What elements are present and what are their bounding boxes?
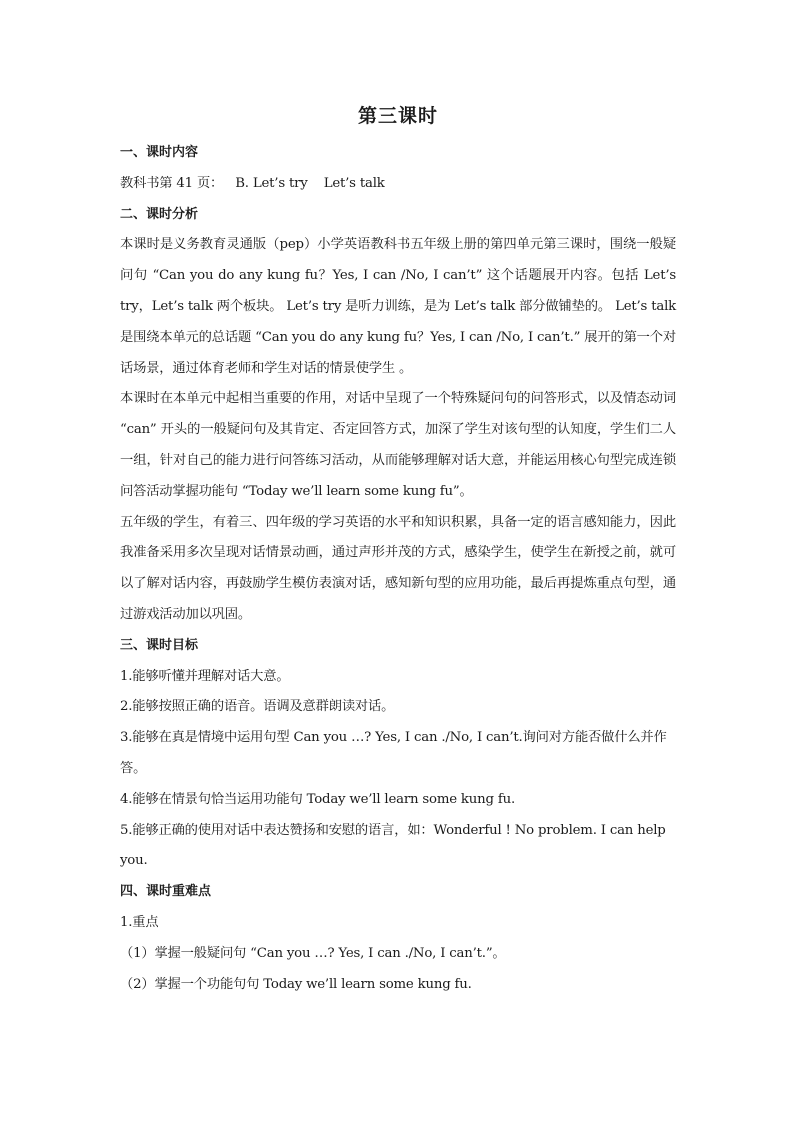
section-content-text: 教科书第 41 页： B. Let’s try Let’s talk xyxy=(120,175,385,191)
document-content xyxy=(120,96,676,1000)
section-heading-objectives: 三、课时目标 xyxy=(120,637,199,653)
section-heading-analysis: 二、课时分析 xyxy=(120,206,199,222)
page-title: 第三课时 xyxy=(357,105,438,127)
analysis-paragraph-3: 五年级的学生，有着三、四年级的学习英语的水平和知识积累，具备一定的语言感知能力，因此我准备采用多次呈现对话情景动画，通过声形并茂的方式，感染学生，使学生在新授之前，就可以了解对话内容，再鼓励学生模仿表演对话，感知新句型的应用功能，最后再提炼重点句型，通过游戏活动加以巩固。 xyxy=(120,514,676,622)
objective-item-5: 5.能够正确的使用对话中表达赞扬和安慰的语言，如：Wonderful ! No problem. I can help you. xyxy=(120,822,666,869)
section-heading-content: 一、课时内容 xyxy=(120,145,199,160)
key-point-item-1: （1）掌握一般疑问句 “Can you …? Yes, I can ./No, I can’t.”。 xyxy=(120,945,506,961)
objective-item-2: 2.能够按照正确的语音。语调及意群朗读对话。 xyxy=(120,699,395,715)
objective-item-4: 4.能够在情景句恰当运用功能句 Today we’ll learn some kung fu. xyxy=(120,791,515,807)
objective-item-1: 1.能够听懂并理解对话大意。 xyxy=(120,668,290,684)
section-heading-key-points: 四、课时重难点 xyxy=(120,884,212,900)
objective-item-3: 3.能够在真是情境中运用句型 Can you …? Yes, I can ./No, I can’t.询问对方能否做什么并作答。 xyxy=(120,730,667,776)
key-points-subheading: 1.重点 xyxy=(120,914,159,930)
analysis-paragraph-1: 本课时是义务教育灵通版（pep）小学英语教科书五年级上册的第四单元第三课时，围绕一般疑问句 “Can you do any kung fu？Yes, I can /No, I can’t” 这个话题展开内容。包括 Let’s try，Let’s talk 两个板块。 Let’s try 是听力训练，是为 Let’s talk 部分做铺垫的。 Let’s talk 是围绕本单元的总话题 “Can you do any kung fu？Yes, I can /No, I can’t.” 展开的第一个对话场景，通过体育老师和学生对话的情景使学生 。 xyxy=(120,237,676,376)
key-point-item-2: （2）掌握一个功能句句 Today we’ll learn some kung fu. xyxy=(120,976,472,992)
analysis-paragraph-2: 本课时在本单元中起相当重要的作用，对话中呈现了一个特殊疑问句的问答形式，以及情态动词 “can” 开头的一般疑问句及其肯定、否定回答方式，加深了学生对该句型的认知度，学生们二人一组，针对自己的能力进行问答练习活动，从而能够理解对话大意，并能运用核心句型完成连锁问答活动掌握功能句 “Today we’ll learn some kung fu”。 xyxy=(120,391,676,499)
